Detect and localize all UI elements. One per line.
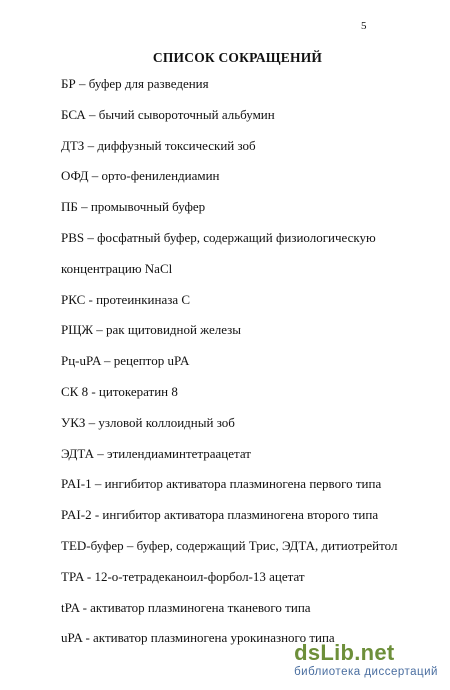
abbreviation-entry: PAI-2 - ингибитор активатора плазминогена второго типа <box>61 507 379 523</box>
abbreviation-entry: БР – буфер для разведения <box>61 76 209 91</box>
abbreviation-entry: PBS – фосфатный буфер, содержащий физиологическую <box>61 229 376 245</box>
abbreviation-entry: TED-буфер – буфер, содержащий Трис, ЭДТА, дитиотрейтол <box>61 537 398 553</box>
abbreviation-entry: БСА – бычий сывороточный альбумин <box>61 106 275 122</box>
abbreviation-entry: РЩЖ – рак щитовидной железы <box>61 322 242 338</box>
abbreviation-entry: СК 8 - цитокератин 8 <box>61 383 178 399</box>
abbreviation-entry: Рц-uPA – рецептор uPA <box>61 353 190 369</box>
watermark-logo: dsLib.net <box>294 640 395 665</box>
abbreviation-entry: PAI-1 – ингибитор активатора плазминогена первого типа <box>61 476 382 492</box>
page-title: СПИСОК СОКРАЩЕНИЙ <box>152 50 323 65</box>
page-number: 5 <box>361 20 367 32</box>
abbreviation-entry: ЭДТА – этилендиаминтетраацетат <box>61 445 251 461</box>
abbreviation-entry: uPA - активатор плазминогена урокиназного типа <box>61 630 335 646</box>
watermark-subtitle: библиотека диссертаций <box>294 666 438 678</box>
abbreviation-entry: РКС - протеинкиназа С <box>61 291 191 307</box>
abbreviation-entry-continuation: концентрацию NaCl <box>61 260 173 276</box>
site-watermark <box>294 642 438 678</box>
abbreviation-entry: TPA - 12-о-тетрадеканоил-форбол-13 ацетат <box>61 568 305 584</box>
abbreviation-entry: ДТЗ – диффузный токсический зоб <box>61 137 256 153</box>
abbreviation-entry: ОФД – орто-фенилендиамин <box>61 168 220 184</box>
abbreviation-entry: ПБ – промывочный буфер <box>61 199 206 215</box>
abbreviation-list <box>61 76 431 661</box>
abbreviation-entry: tPA - активатор плазминогена тканевого типа <box>61 599 311 615</box>
abbreviation-entry: УКЗ – узловой коллоидный зоб <box>61 414 235 430</box>
